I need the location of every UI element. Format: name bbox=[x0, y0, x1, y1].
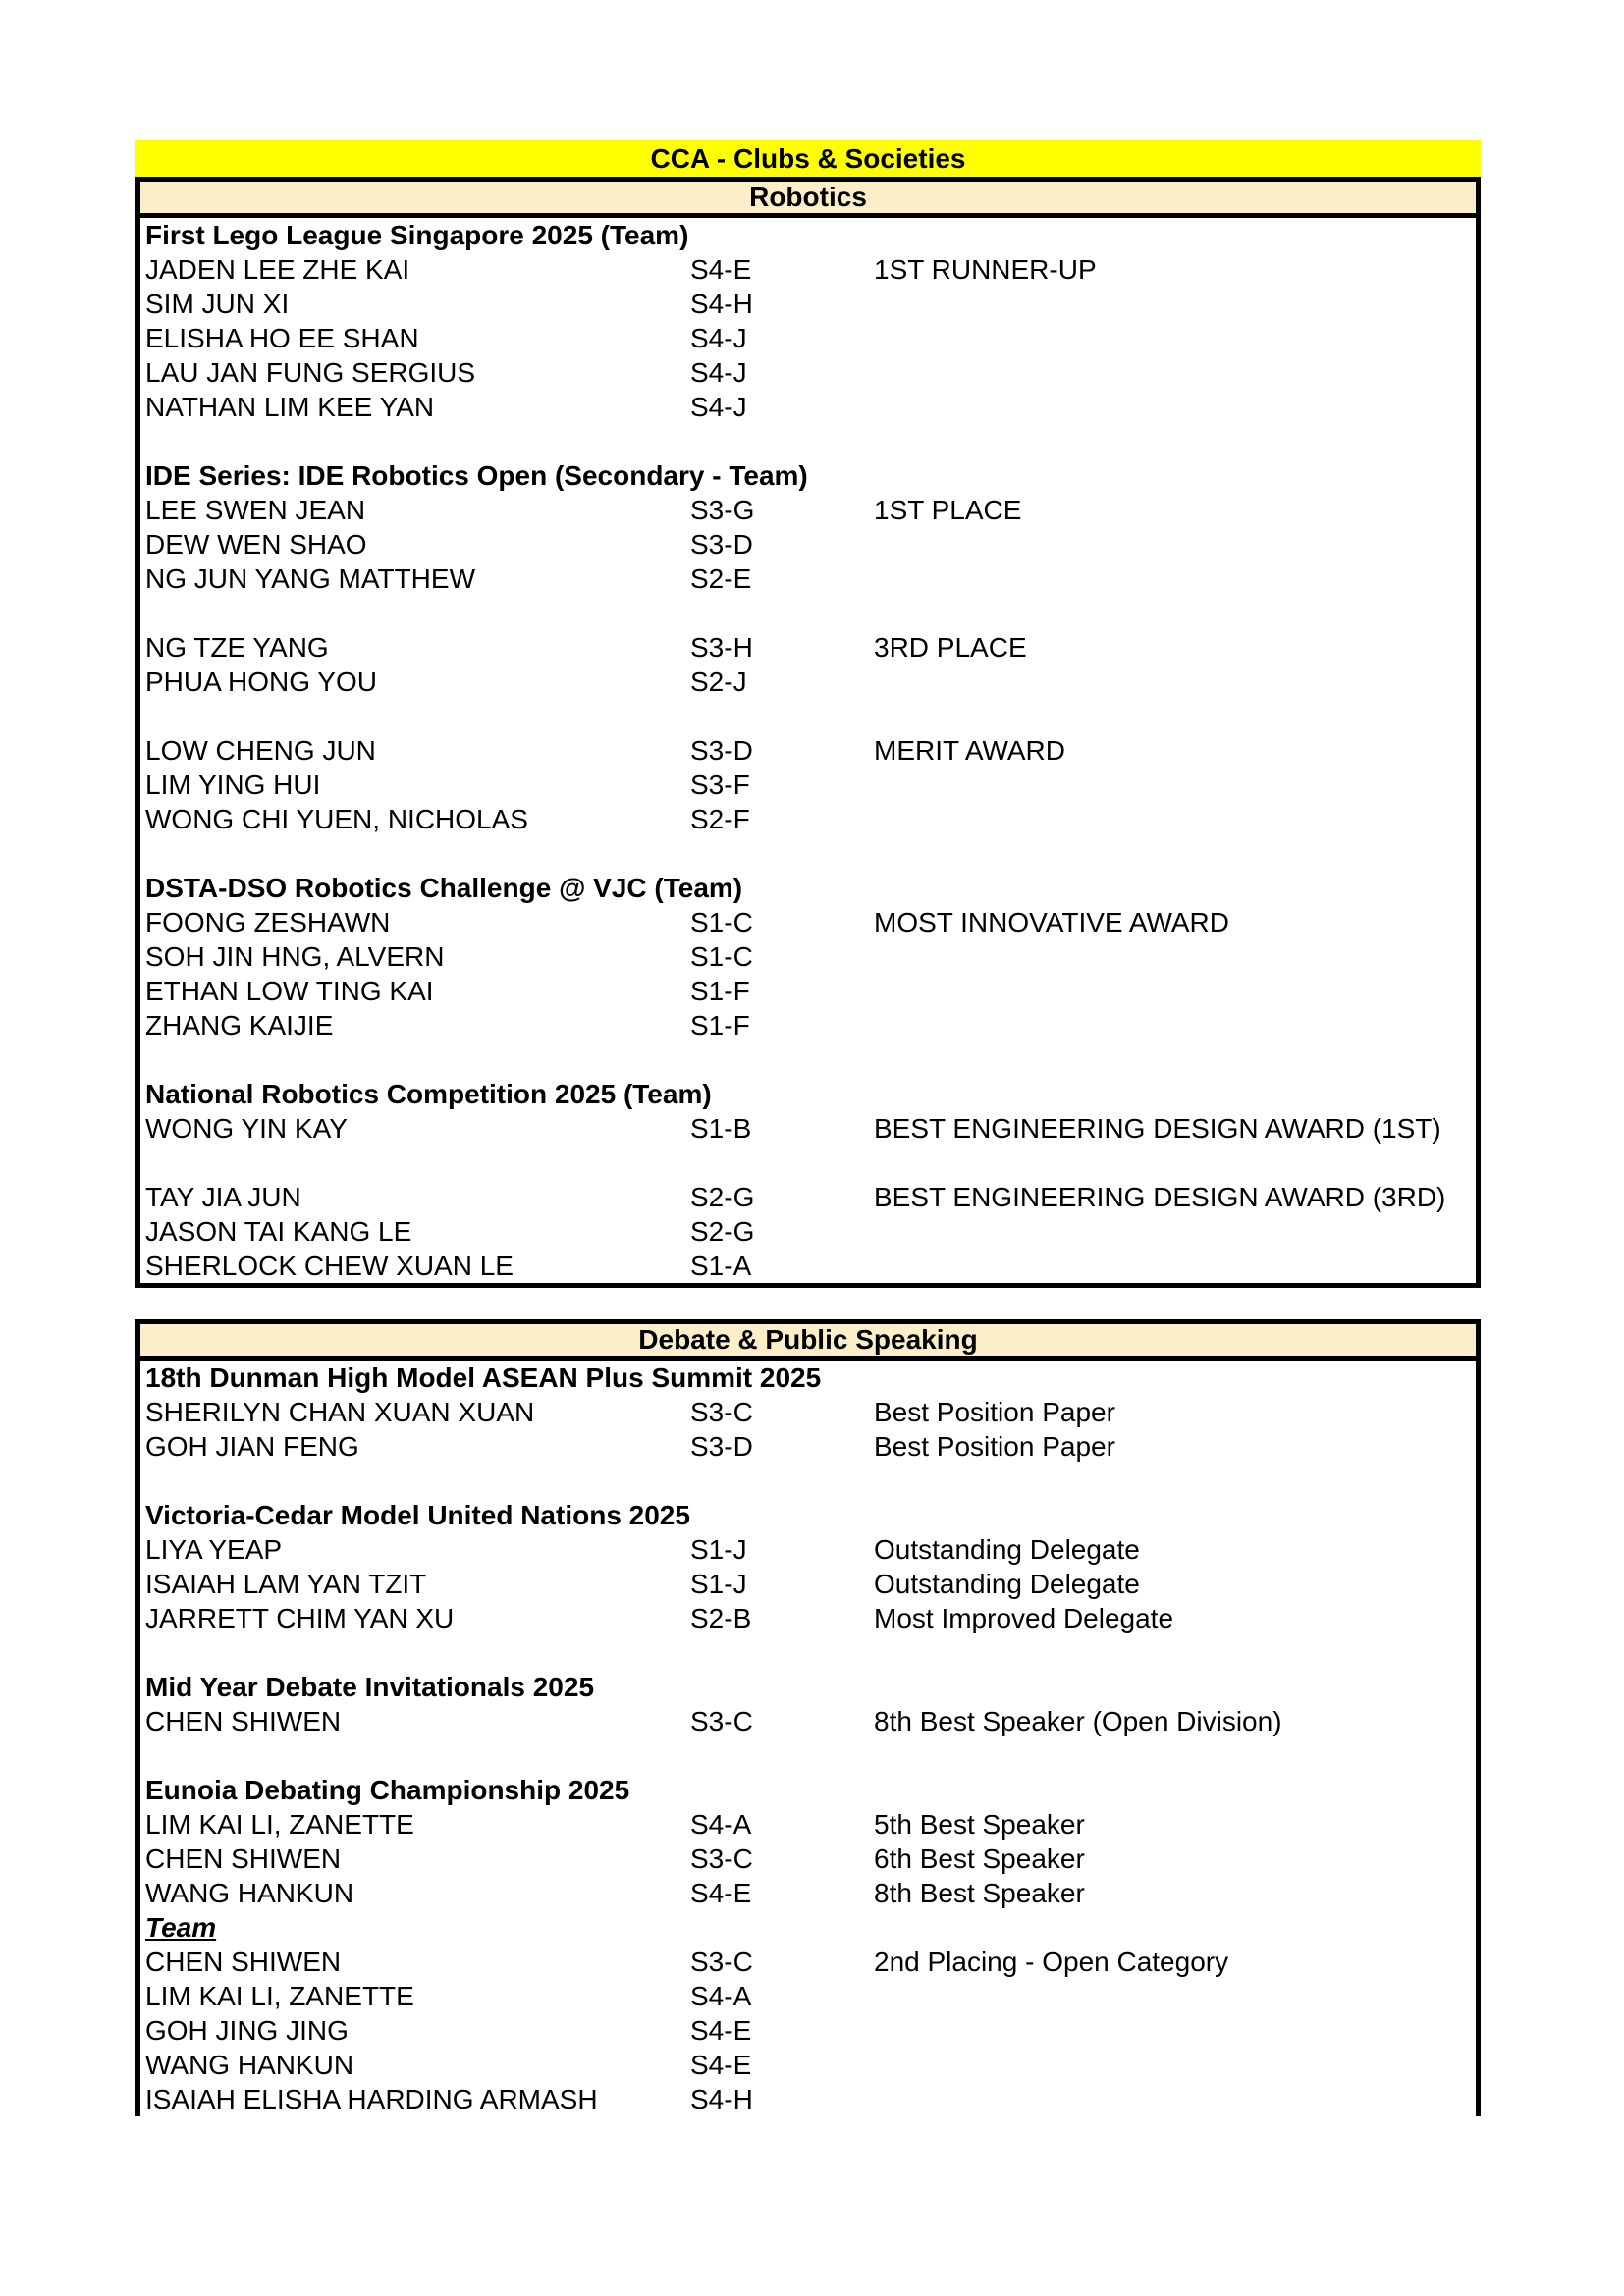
class-cell: S3-F bbox=[690, 770, 750, 800]
table-row bbox=[140, 1807, 1476, 1842]
member-name: CHEN SHIWEN bbox=[145, 1947, 342, 1977]
heading-label: National Robotics Competition 2025 (Team) bbox=[145, 1079, 712, 1109]
heading-label: Victoria-Cedar Model United Nations 2025 bbox=[145, 1500, 690, 1530]
member-name: SIM JUN XI bbox=[145, 289, 290, 319]
table-row bbox=[140, 493, 1476, 527]
member-name: LIM YING HUI bbox=[145, 770, 321, 800]
table-row bbox=[140, 390, 1476, 424]
class-cell: S4-E bbox=[690, 2050, 752, 2080]
class-cell: S1-A bbox=[690, 1251, 752, 1281]
award-cell: 2nd Placing - Open Category bbox=[874, 1947, 1229, 1977]
award-cell: Outstanding Delegate bbox=[874, 1569, 1140, 1599]
award-cell: BEST ENGINEERING DESIGN AWARD (1ST) bbox=[874, 1113, 1441, 1144]
table-row bbox=[140, 1704, 1476, 1738]
competition-heading-row bbox=[140, 218, 1476, 252]
award-cell: 1ST RUNNER-UP bbox=[874, 254, 1097, 285]
class-cell: S2-B bbox=[690, 1603, 752, 1633]
class-cell: S1-J bbox=[690, 1534, 747, 1565]
table-row bbox=[140, 527, 1476, 561]
class-cell: S3-H bbox=[690, 632, 753, 663]
debate-rows bbox=[140, 1361, 1476, 2116]
class-cell: S2-F bbox=[690, 804, 750, 834]
award-cell: 6th Best Speaker bbox=[874, 1843, 1085, 1874]
class-cell: S4-J bbox=[690, 357, 747, 388]
class-cell: S1-J bbox=[690, 1569, 747, 1599]
table-row bbox=[140, 1601, 1476, 1635]
member-name: WONG CHI YUEN, NICHOLAS bbox=[145, 804, 528, 834]
class-cell: S1-B bbox=[690, 1113, 752, 1144]
member-name: JADEN LEE ZHE KAI bbox=[145, 254, 410, 285]
cca-clubs-societies-banner: CCA - Clubs & Societies bbox=[135, 140, 1481, 177]
class-cell: S2-G bbox=[690, 1216, 755, 1247]
member-name: NG TZE YANG bbox=[145, 632, 329, 663]
member-name: ISAIAH LAM YAN TZIT bbox=[145, 1569, 427, 1599]
class-cell: S3-D bbox=[690, 735, 753, 766]
heading-label: DSTA-DSO Robotics Challenge @ VJC (Team) bbox=[145, 873, 743, 903]
table-row bbox=[140, 1567, 1476, 1601]
table-row bbox=[140, 1214, 1476, 1249]
member-name: JASON TAI KANG LE bbox=[145, 1216, 412, 1247]
table-row bbox=[140, 561, 1476, 596]
heading-label: First Lego League Singapore 2025 (Team) bbox=[145, 220, 689, 250]
member-name: SHERLOCK CHEW XUAN LE bbox=[145, 1251, 514, 1281]
award-cell: 8th Best Speaker (Open Division) bbox=[874, 1706, 1282, 1736]
document-page bbox=[135, 140, 1481, 2116]
section-header-debate-public-speaking: Debate & Public Speaking bbox=[140, 1324, 1476, 1361]
section-header-robotics: Robotics bbox=[140, 182, 1476, 218]
class-cell: S4-J bbox=[690, 392, 747, 422]
member-name: CHEN SHIWEN bbox=[145, 1706, 342, 1736]
spacer-row bbox=[140, 424, 1476, 458]
heading-label: IDE Series: IDE Robotics Open (Secondary - Team) bbox=[145, 460, 808, 491]
member-name: WONG YIN KAY bbox=[145, 1113, 348, 1144]
class-cell: S3-D bbox=[690, 1431, 753, 1462]
class-cell: S2-G bbox=[690, 1182, 755, 1212]
member-name: SHERILYN CHAN XUAN XUAN bbox=[145, 1397, 535, 1427]
heading-label: Eunoia Debating Championship 2025 bbox=[145, 1775, 630, 1805]
member-name: WANG HANKUN bbox=[145, 1878, 354, 1908]
table-row bbox=[140, 1532, 1476, 1567]
table-row bbox=[140, 665, 1476, 699]
member-name: DEW WEN SHAO bbox=[145, 529, 367, 560]
table-row bbox=[140, 1979, 1476, 2013]
member-name: ETHAN LOW TING KAI bbox=[145, 976, 434, 1006]
competition-heading-row bbox=[140, 1361, 1476, 1395]
award-cell: Best Position Paper bbox=[874, 1431, 1115, 1462]
class-cell: S1-C bbox=[690, 941, 753, 972]
class-cell: S3-C bbox=[690, 1706, 753, 1736]
class-cell: S3-D bbox=[690, 529, 753, 560]
member-name: LIYA YEAP bbox=[145, 1534, 283, 1565]
competition-heading-row bbox=[140, 871, 1476, 905]
award-cell: 5th Best Speaker bbox=[874, 1809, 1085, 1840]
table-row bbox=[140, 802, 1476, 836]
competition-heading-row bbox=[140, 1670, 1476, 1704]
table-row bbox=[140, 2048, 1476, 2082]
member-name: LIM KAI LI, ZANETTE bbox=[145, 1981, 414, 2011]
member-name: LOW CHENG JUN bbox=[145, 735, 376, 766]
class-cell: S4-H bbox=[690, 2084, 753, 2114]
class-cell: S4-E bbox=[690, 2015, 752, 2046]
member-name: PHUA HONG YOU bbox=[145, 667, 377, 697]
award-cell: BEST ENGINEERING DESIGN AWARD (3RD) bbox=[874, 1182, 1446, 1212]
table-row bbox=[140, 321, 1476, 355]
table-row bbox=[140, 974, 1476, 1008]
member-name: CHEN SHIWEN bbox=[145, 1843, 342, 1874]
robotics-rows bbox=[140, 218, 1476, 1283]
table-row bbox=[140, 1111, 1476, 1146]
class-cell: S4-J bbox=[690, 323, 747, 353]
heading-label: Mid Year Debate Invitationals 2025 bbox=[145, 1672, 595, 1702]
member-name: NG JUN YANG MATTHEW bbox=[145, 563, 475, 594]
spacer-row bbox=[140, 1146, 1476, 1180]
spacer-row bbox=[140, 596, 1476, 630]
spacer-row bbox=[140, 1635, 1476, 1670]
award-cell: Best Position Paper bbox=[874, 1397, 1115, 1427]
table-row bbox=[140, 1945, 1476, 1979]
table-row bbox=[140, 1842, 1476, 1876]
table-row bbox=[140, 1180, 1476, 1214]
table-row bbox=[140, 733, 1476, 768]
award-cell: 8th Best Speaker bbox=[874, 1878, 1085, 1908]
award-cell: Most Improved Delegate bbox=[874, 1603, 1174, 1633]
spacer-row bbox=[140, 1464, 1476, 1498]
class-cell: S1-F bbox=[690, 1010, 750, 1041]
award-cell: 3RD PLACE bbox=[874, 632, 1027, 663]
class-cell: S3-C bbox=[690, 1843, 753, 1874]
competition-heading-row bbox=[140, 1498, 1476, 1532]
table-row bbox=[140, 287, 1476, 321]
member-name: TAY JIA JUN bbox=[145, 1182, 301, 1212]
member-name: LAU JAN FUNG SERGIUS bbox=[145, 357, 476, 388]
award-cell: MERIT AWARD bbox=[874, 735, 1065, 766]
member-name: ISAIAH ELISHA HARDING ARMASH bbox=[145, 2084, 598, 2114]
table-row bbox=[140, 630, 1476, 665]
spacer-row bbox=[140, 1042, 1476, 1077]
spacer-row bbox=[140, 836, 1476, 871]
class-cell: S4-E bbox=[690, 1878, 752, 1908]
table-row bbox=[140, 1249, 1476, 1283]
table-row bbox=[140, 905, 1476, 939]
debate-public-speaking-awards-table bbox=[135, 1319, 1481, 2116]
team-subheading-row bbox=[140, 1910, 1476, 1945]
spacer-row bbox=[140, 1738, 1476, 1773]
class-cell: S1-C bbox=[690, 907, 753, 937]
class-cell: S2-J bbox=[690, 667, 747, 697]
competition-heading-row bbox=[140, 1077, 1476, 1111]
class-cell: S1-F bbox=[690, 976, 750, 1006]
member-name: JARRETT CHIM YAN XU bbox=[145, 1603, 455, 1633]
heading-label: 18th Dunman High Model ASEAN Plus Summit 2025 bbox=[145, 1362, 822, 1393]
member-name: LEE SWEN JEAN bbox=[145, 495, 366, 525]
member-name: FOONG ZESHAWN bbox=[145, 907, 391, 937]
table-row bbox=[140, 768, 1476, 802]
competition-heading-row bbox=[140, 1773, 1476, 1807]
member-name: GOH JING JING bbox=[145, 2015, 349, 2046]
class-cell: S4-A bbox=[690, 1809, 752, 1840]
robotics-awards-table bbox=[135, 177, 1481, 1288]
class-cell: S3-C bbox=[690, 1397, 753, 1427]
table-row bbox=[140, 2013, 1476, 2048]
member-name: GOH JIAN FENG bbox=[145, 1431, 359, 1462]
member-name: ZHANG KAIJIE bbox=[145, 1010, 334, 1041]
table-row bbox=[140, 1876, 1476, 1910]
table-row bbox=[140, 1008, 1476, 1042]
member-name: NATHAN LIM KEE YAN bbox=[145, 392, 435, 422]
table-row bbox=[140, 1395, 1476, 1429]
spacer-row bbox=[140, 699, 1476, 733]
member-name: SOH JIN HNG, ALVERN bbox=[145, 941, 445, 972]
class-cell: S4-A bbox=[690, 1981, 752, 2011]
class-cell: S3-G bbox=[690, 495, 755, 525]
table-row bbox=[140, 939, 1476, 974]
class-cell: S4-E bbox=[690, 254, 752, 285]
table-row bbox=[140, 355, 1476, 390]
award-cell: Outstanding Delegate bbox=[874, 1534, 1140, 1565]
member-name: LIM KAI LI, ZANETTE bbox=[145, 1809, 414, 1840]
award-cell: 1ST PLACE bbox=[874, 495, 1022, 525]
class-cell: S2-E bbox=[690, 563, 752, 594]
member-name: WANG HANKUN bbox=[145, 2050, 354, 2080]
table-row bbox=[140, 1429, 1476, 1464]
table-row bbox=[140, 252, 1476, 287]
competition-heading-row bbox=[140, 458, 1476, 493]
class-cell: S3-C bbox=[690, 1947, 753, 1977]
class-cell: S4-H bbox=[690, 289, 753, 319]
heading-label: Team bbox=[145, 1912, 217, 1943]
member-name: ELISHA HO EE SHAN bbox=[145, 323, 419, 353]
award-cell: MOST INNOVATIVE AWARD bbox=[874, 907, 1229, 937]
table-row bbox=[140, 2082, 1476, 2116]
